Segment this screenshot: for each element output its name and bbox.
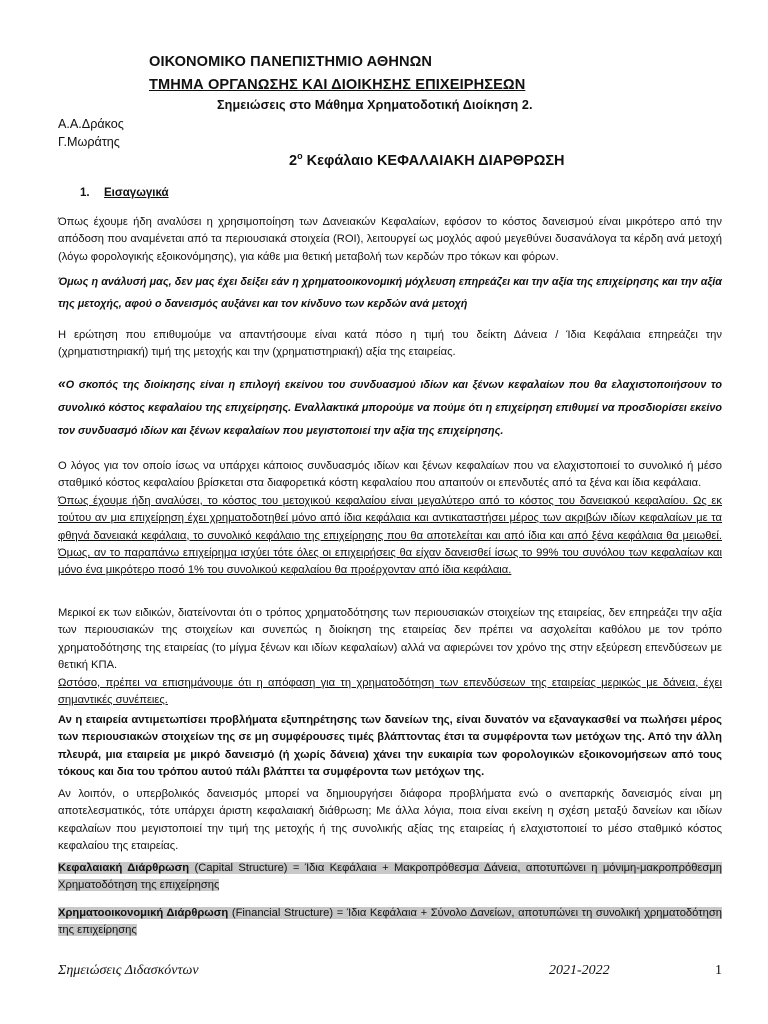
paragraph-research-question: Η ερώτηση που επιθυμούμε να απαντήσουμε είναι κατά πόσο η τιμή του δείκτη Δάνεια / Ίδια Κεφάλαια επηρεάζει την (χρηματιστηριακή) τιμή της μετοχής και την (χρηματιστηριακή) αξία της εταιρείας. — [58, 329, 722, 359]
definition-highlight — [58, 907, 722, 936]
footer-year: 2021-2022 — [549, 963, 610, 978]
paragraph-optimal-structure: Αν λοιπόν, ο υπερβολικός δανεισμός μπορεί να δημιουργήσει διάφορα προβλήματα ενώ ο ανεπαρκής δανεισμός είναι μη αποτελεσματικός, τότε υπάρχει άριστη κεφαλαιακή διάθρωση; Με άλλα λόγια, ποια είναι εκείνη η σχέση μεταξύ δανείων και ιδίων κεφαλαίων που μεγιστοποιεί την τιμή της μετοχής ή της συνολικής αξίας της εταιρείας ή ελαχιστοποιεί το μέσο σταθμικό κόστος κεφαλαίου της εταιρείας. — [58, 788, 722, 853]
paragraph-leverage: Όπως έχουμε ήδη αναλύσει η χρησιμοποίηση των Δανειακών Κεφαλαίων, εφόσον το κόστος δανεισμού είναι μικρότερο από την απόδοση που αναμένεται από τα περιουσιακά στοιχεία (ROI), λειτουργεί ως μοχλός αφού μεγεθύνει δυσανάλογα τα κέρδη ανά μετοχή (λόγω φορολογικής εξοικονόμησης), για κάθε μια θετική μεταβολή των κερδών προ τόκων και φόρων. — [58, 216, 722, 263]
paragraph-leverage-question: Όμως η ανάλυσή μας, δεν μας έχει δείξει εάν η χρηματοοικονομική μόχλευση επηρεάζει και την αξία της επιχείρησης και την αξία της μετοχής, αφού ο δανεισμός αυξάνει και τον κίνδυνο των κερδών ανά μετοχή — [58, 276, 722, 310]
section-title: Εισαγωγικά — [104, 187, 169, 199]
chapter-heading — [289, 151, 565, 169]
cost-of-capital-text: Ο λόγος για τον οποίο ίσως να υπάρχει κάποιος συνδυασμός ιδίων και ξένων κεφαλαίων που να ελαχιστοποιεί το συνολικό ή μέσο σταθμικό κόστος κεφαλαίου βρίσκεται στα διαφορετικά κόστη κεφαλαίου που απαιτούν οι επενδυτές από τα ξένα και ίδια κεφάλαια. — [58, 460, 722, 490]
financing-irrelevance-underlined: Ωστόσο, πρέπει να επισημάνουμε ότι η απόφαση για τη χρηματοδότηση των επενδύσεων της εταιρείας μερικώς με δάνεια, έχει σημαντικές συνέπειες. — [58, 676, 722, 707]
page-number: 1 — [715, 963, 722, 978]
chapter-number: 2 — [289, 152, 298, 169]
definition-text: (Financial Structure) = Ίδια Κεφάλαια + Σύνολο Δανείων, αποτυπώνει τη συνολική χρηματοδότηση της επιχείρησης — [58, 907, 722, 937]
definition-highlight — [58, 862, 722, 891]
cost-of-capital-underlined: Όπως έχουμε ήδη αναλύσει, το κόστος του μετοχικού κεφαλαίου είναι μεγαλύτερο από το κόστος του δανειακού κεφαλαίου. Ως εκ τούτου αν μια επιχείρηση έχει χρηματοδοτηθεί μόνο από ίδια κεφάλαια και αντικαταστήσει μέρος των ακριβών ιδίων κεφαλαίων με τα φθηνά δανειακά κεφάλαια, το συνολικό κεφάλαιο της επιχείρησης που θα αποτελείται και από ίδια και από ξένα κεφάλαια θα μειωθεί. Όμως, αν το παραπάνω επιχείρημα ισχύει τότε όλες οι επιχειρήσεις θα είχαν δανεισθεί ίσως το 99% του συνόλου των κεφαλαίων και μόνο ένα μικρότερο ποσό 1% του συνολικού κεφαλαίου θα προέρχονταν από ίδια κεφάλαια. — [58, 494, 722, 577]
university-title: ΟΙΚΟΝΟΜΙΚΟ ΠΑΝΕΠΙΣΤΗΜΙΟ ΑΘΗΝΩΝ — [149, 54, 433, 70]
definition-text: (Capital Structure) = Ίδια Κεφάλαια + Μακροπρόθεσμα Δάνεια, αποτυπώνει η μόνιμη-μακροπρόθεσμη Χρηματοδότηση της επιχείρησης — [58, 862, 722, 892]
paragraph-debt-problems: Αν η εταιρεία αντιμετωπίσει προβλήματα εξυπηρέτησης των δανείων της, είναι δυνατόν να εξαναγκασθεί να πωλήσει μέρος των περιουσιακών στοιχείων της σε μη συμφέρουσες τιμές βλάπτοντας έτσι τα συμφέροντα των μετόχων της. Από την άλλη πλευρά, μια εταιρεία με μικρό δανεισμό (ή χωρίς δάνεια) χάνει την ευκαιρία των φορολογικών εξοικονομήσεων από τους τόκους και δια του τρόπου αυτού πάλι βλάπτει τα συμφέροντα των μετόχων της. — [58, 714, 722, 779]
department-title: ΤΜΗΜΑ ΟΡΓΑΝΩΣΗΣ ΚΑΙ ΔΙΟΙΚΗΣΗΣ ΕΠΙΧΕΙΡΗΣΕΩΝ — [149, 77, 526, 93]
chapter-ordinal: ο — [297, 151, 303, 161]
paragraph-management-goal — [58, 372, 722, 443]
section-heading — [80, 187, 169, 199]
footer-label: Σημειώσεις Διδασκόντων — [58, 963, 199, 978]
definition-capital-structure — [58, 860, 722, 895]
paragraph-cost-of-capital — [58, 458, 722, 580]
chapter-title: Κεφάλαιο ΚΕΦΑΛΑΙΑΚΗ ΔΙΑΡΘΡΩΣΗ — [306, 152, 565, 169]
financing-irrelevance-text: Μερικοί εκ των ειδικών, διατείνονται ότι ο τρόπος χρηματοδότησης των περιουσιακών στοιχείων της εταιρείας, δεν επηρεάζει την αξία των περιουσιακών της στοιχείων και συνεπώς η διοίκηση της εταιρείας δεν πρέπει να ασχολείται καθόλου με τον τρόπο χρηματοδότησης της εταιρείας (το μίγμα ξένων και ιδίων κεφαλαίων) αλλά να αφιερώνει τον χρόνο της στην εξεύρεση επενδύσεων με θετική ΚΠΑ. — [58, 607, 722, 672]
course-subtitle: Σημειώσεις στο Μάθημα Χρηματοδοτική Διοίκηση 2. — [217, 98, 533, 112]
paragraph-financing-irrelevance — [58, 605, 722, 709]
author-2: Γ.Μωράτης — [58, 135, 120, 149]
author-1: Α.Α.Δράκος — [58, 117, 124, 131]
definition-term: Κεφαλαιακή Διάρθρωση — [58, 862, 190, 874]
definition-financial-structure — [58, 905, 722, 940]
management-goal-text: Ο σκοπός της διοίκησης είναι η επιλογή εκείνου του συνδυασμού ιδίων και ξένων κεφαλαίων που θα ελαχιστοποιήσουν το συνολικό κόστος κεφαλαίου της επιχείρησης. Εναλλακτικά μπορούμε να πούμε ότι η επιχείρηση επιθυμεί να προσδιορίσει εκείνο τον συνδυασμό ιδίων και ξένων κεφαλαίων που μεγιστοποιεί την αξία της επιχείρησης. — [58, 379, 722, 437]
section-number: 1. — [80, 187, 90, 199]
quote-mark: « — [58, 375, 66, 391]
definition-term: Χρηματοοικονομική Διάρθρωση — [58, 907, 229, 919]
